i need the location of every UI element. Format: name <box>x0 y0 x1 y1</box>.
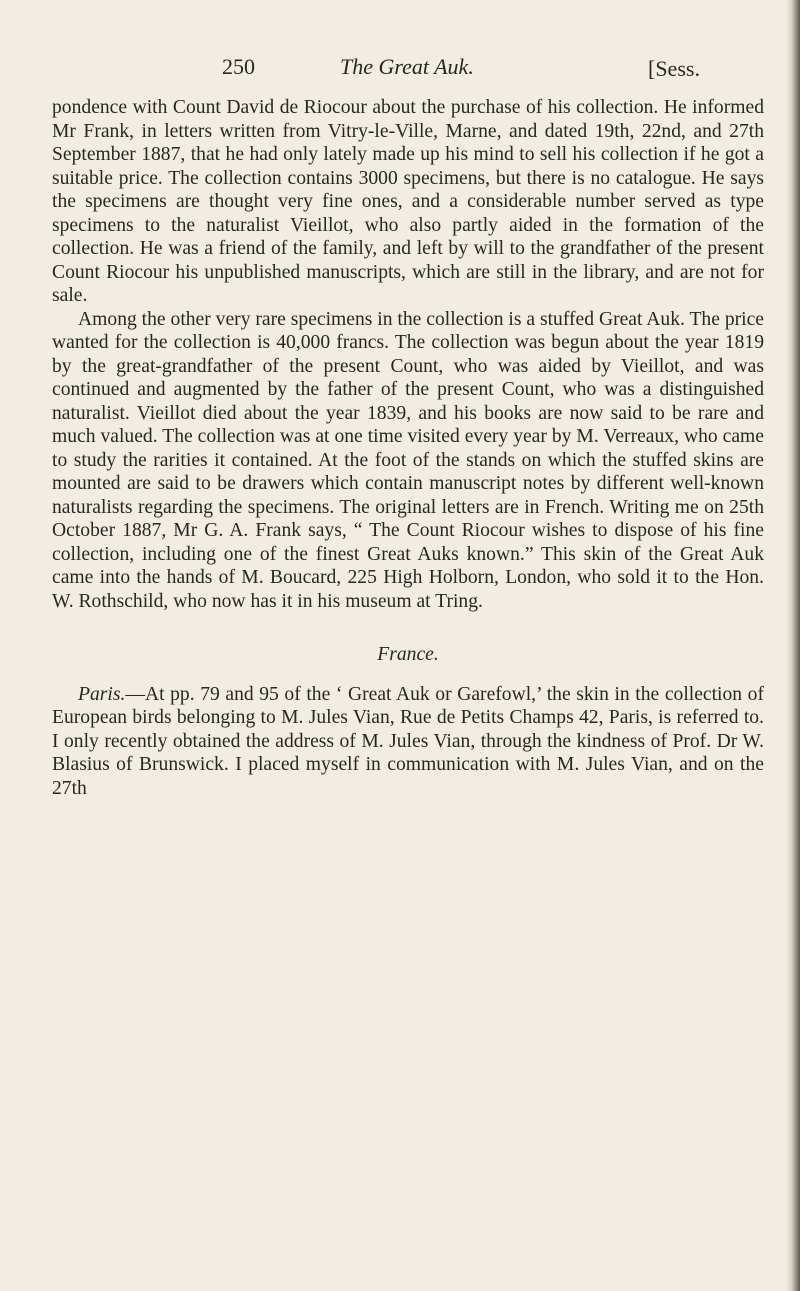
running-title: The Great Auk. <box>340 54 474 79</box>
section-label: [Sess. <box>648 56 700 81</box>
section-heading-france: France. <box>377 644 439 665</box>
paragraph-paris <box>52 683 764 801</box>
paris-text: —At pp. 79 and 95 of the ‘ Great Auk or Garefowl,’ the skin in the collection of European birds belonging to M. Jules Vian, Rue de Petits Champs 42, Paris, is referred to. I only recently obtained the address of M. Jules Vian, through the kindness of Prof. Dr W. Blasius of Brunswick. I placed myself in communication with M. Jules Vian, and on the 27th <box>52 683 764 799</box>
page-edge-shadow <box>786 0 800 1291</box>
paragraph-great-auk: Among the other very rare specimens in the collection is a stuffed Great Auk. The price wanted for the collection is 40,000 francs. The collection was begun about the year 1819 by the great-grandfather of the present Count, who was aided by Vieillot, and was continued and augmented by the father of the present Count, who was a distinguished naturalist. Vieillot died about the year 1839, and his books are now said to be rare and much valued. The collection was at one time visited every year by M. Verreaux, who came to study the rarities it contained. At the foot of the stands on which the stuffed skins are mounted are said to be drawers which contain manuscript notes by different well-known naturalists regarding the specimens. The original letters are in French. Writing me on 25th October 1887, Mr G. A. Frank says, “ The Count Riocour wishes to dispose of his fine collection, including one of the finest Great Auks known.” This skin of the Great Auk came into the hands of M. Boucard, 225 High Holborn, London, who sold it to the Hon. W. Rothschild, who now has it in his museum at Tring. <box>52 308 764 612</box>
paris-lead: Paris. <box>78 683 126 705</box>
body-text <box>52 96 764 800</box>
running-header <box>222 54 762 88</box>
paragraph-continuation: pondence with Count David de Riocour about the purchase of his collection. He informed Mr Frank, in letters written from Vitry-le-Ville, Marne, and dated 19th, 22nd, and 27th September 1887, that he had only lately made up his mind to sell his collection if he got a suitable price. The collection contains 3000 specimens, but there is no catalogue. He says the specimens are thought very fine ones, and a considerable number served as type specimens to the naturalist Vieillot, who also partly aided in the formation of the collection. He was a friend of the family, and left by will to the grandfather of the present Count Riocour his unpublished manuscripts, which are still in the library, and are not for sale. <box>52 97 764 306</box>
page-number: 250 <box>222 54 255 79</box>
